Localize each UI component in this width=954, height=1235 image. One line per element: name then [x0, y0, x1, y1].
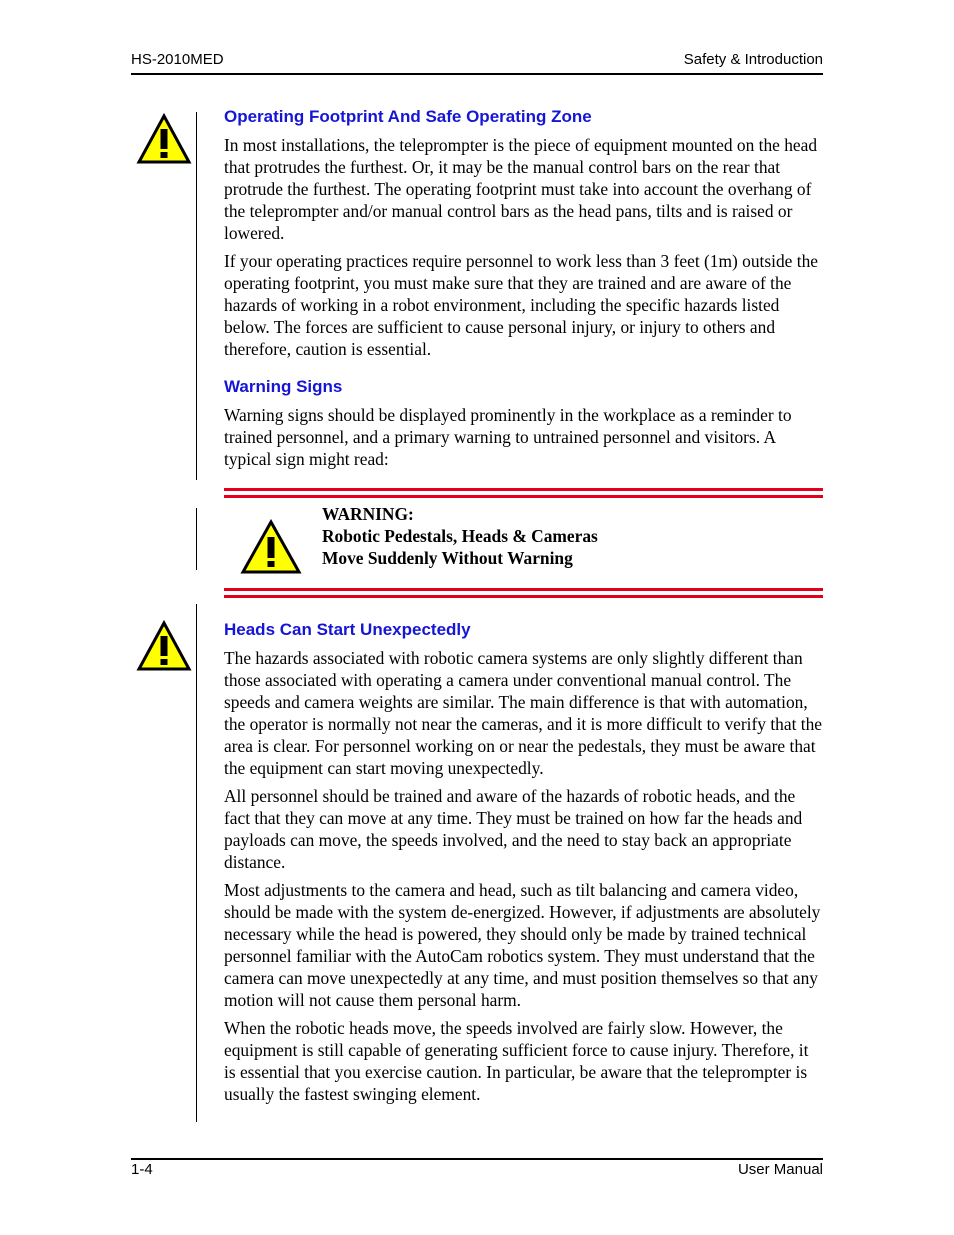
warning-sign-line: Move Suddenly Without Warning [322, 548, 573, 568]
paragraph: In most installations, the teleprompter is the piece of equipment mounted on the head that protrudes the furthest. Or, it may be the manual control bars on the rear that protrude the furthest. The operating footprint must take into account the overhang of the teleprompter and/or manual control bars as the head pans, tilts and is raised or lowered. [224, 135, 818, 243]
warning-sign-line: WARNING: [322, 504, 414, 524]
section-heading: Operating Footprint And Safe Operating Zone [224, 107, 592, 126]
header-doc-id: HS-2010MED [131, 51, 224, 68]
warning-rule-top-2 [224, 495, 823, 498]
footer-doc-title: User Manual [737, 1161, 823, 1178]
paragraph: All personnel should be trained and aware of the hazards of robotic heads, and the fact that they can move at any time. They must be trained on how far the heads and payloads can move, the speeds involved, and the need to stay back an appropriate distance. [224, 786, 803, 872]
paragraph: Most adjustments to the camera and head, such as tilt balancing and camera video, should be made with the system de-energized. However, if adjustments are absolutely necessary while the head is powered, they should only be made by trained technical personnel familiar with the AutoCam robotics system. They must understand that the camera can move unexpectedly at any time, and must position themselves so that any motion will not cause them personal harm. [224, 880, 821, 1010]
warning-rule-top-1 [224, 488, 823, 491]
section-operating-footprint [224, 106, 824, 476]
paragraph: The hazards associated with robotic camera systems are only slightly different than those associated with operating a camera under conventional manual control. The speeds and camera weights are similar. The main difference is that with automation, the operator is normally not near the cameras, and it is more difficult to verify that the area is clear. For personnel working on or near the pedestals, they must be aware that the equipment can start moving unexpectedly. [224, 648, 823, 778]
warning-rule-bottom-2 [224, 595, 823, 598]
section-heads-start-unexpectedly [224, 619, 824, 1111]
footer-rule [131, 1158, 823, 1160]
section-margin-line [196, 604, 197, 1122]
warning-margin-line [196, 508, 197, 570]
warning-triangle-icon [136, 113, 192, 165]
warning-triangle-icon [240, 519, 302, 575]
paragraph: When the robotic heads move, the speeds involved are fairly slow. However, the equipment is still capable of generating sufficient force to cause injury. Therefore, it is essential that you exercise caution. In particular, be aware that the teleprompter is usually the fastest swinging element. [224, 1018, 809, 1104]
header-section-title: Safety & Introduction [683, 51, 823, 68]
section-margin-line [196, 112, 197, 480]
warning-sign-text [322, 503, 598, 569]
page-number: 1-4 [131, 1161, 153, 1178]
paragraph: If your operating practices require personnel to work less than 3 feet (1m) outside the operating footprint, you must make sure that they are trained and are aware of the hazards of working in a robot environment, including the specific hazards listed below. The forces are sufficient to cause personal injury, or injury to others and therefore, caution is essential. [224, 251, 818, 359]
warning-triangle-icon [136, 620, 192, 672]
warning-rule-bottom-1 [224, 588, 823, 591]
section-heading: Warning Signs [224, 377, 343, 396]
paragraph: Warning signs should be displayed prominently in the workplace as a reminder to trained personnel, and a primary warning to untrained personnel and visitors. A typical sign might read: [224, 405, 792, 469]
warning-sign-line: Robotic Pedestals, Heads & Cameras [322, 526, 598, 546]
section-heading: Heads Can Start Unexpectedly [224, 620, 471, 639]
header-rule [131, 73, 823, 75]
